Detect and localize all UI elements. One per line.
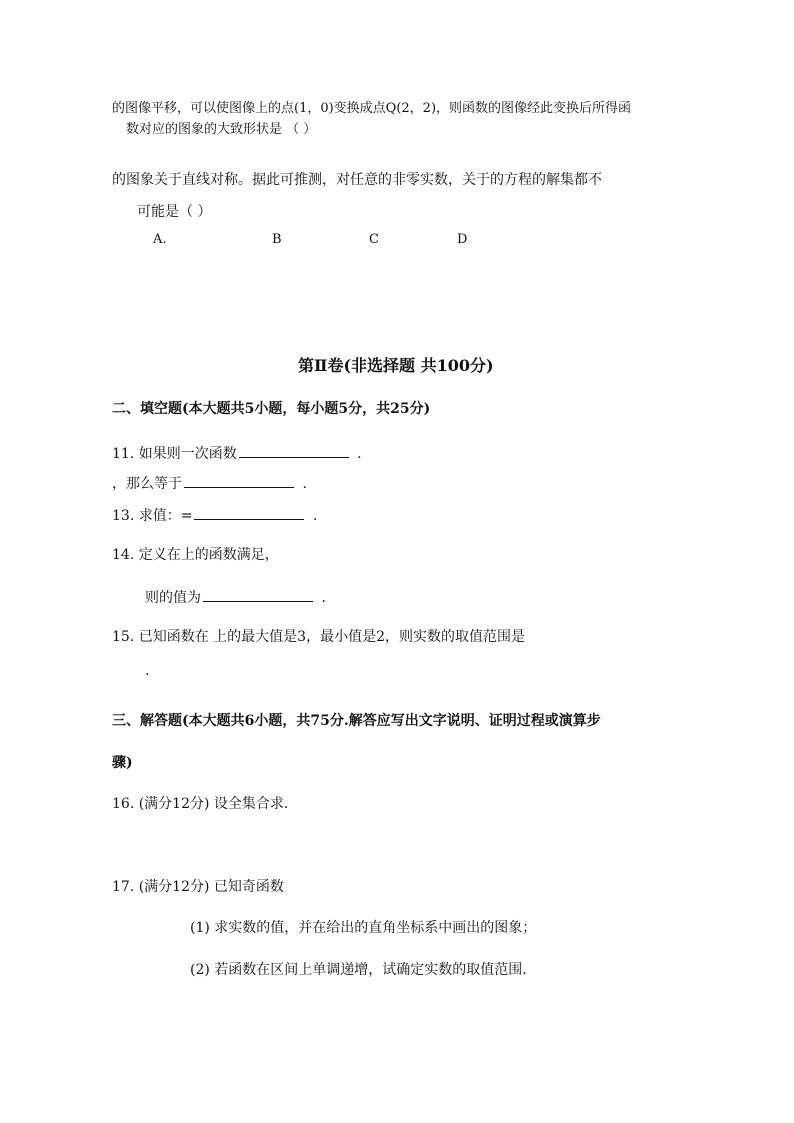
answer-blank-13[interactable]: [194, 505, 304, 520]
question-12: [112, 473, 307, 493]
question-prev-a-line2: 数对应的图象的大致形状是 （ ）: [126, 122, 317, 137]
question-14-text2: 则的值为: [145, 590, 201, 606]
question-13-tail: .: [312, 508, 318, 524]
option-c: C: [369, 232, 379, 247]
question-12-tail: .: [302, 476, 307, 492]
answer-blank-14[interactable]: [203, 587, 313, 602]
answer-blank-12[interactable]: [184, 473, 294, 488]
question-11-tail: .: [357, 446, 362, 462]
option-d: D: [457, 232, 468, 247]
section3-title-line1: 三、解答题(本大题共6小题，共75分.解答应写出文字说明、证明过程或演算步: [112, 713, 601, 729]
question-prev-b-line2: 可能是（ ）: [137, 204, 212, 220]
question-15-line1: 15. 已知函数在 上的最大值是3，最小值是2，则实数的取值范围是: [112, 629, 525, 645]
section3-title-line2: 骤): [112, 755, 133, 771]
question-11-text: 11. 如果则一次函数: [112, 446, 237, 462]
option-a: A.: [153, 232, 167, 247]
question-prev-a-line1: 的图像平移，可以使图像上的点(1，0)变换成点Q(2，2)，则函数的图像经此变换后所得函: [112, 101, 632, 116]
question-11: [112, 443, 362, 463]
question-15-tail: .: [145, 663, 150, 679]
question-14-line2: [145, 587, 326, 607]
question-16: 16. (满分12分) 设全集合求.: [112, 796, 289, 812]
question-14-tail: .: [321, 590, 326, 606]
question-17: 17. (满分12分) 已知奇函数: [112, 879, 284, 895]
option-b: B: [272, 232, 282, 247]
question-prev-b-line1: 的图象关于直线对称。据此可推测，对任意的非零实数，关于的方程的解集都不: [112, 172, 602, 188]
question-14-line1: 14. 定义在上的函数满足，: [112, 547, 279, 563]
question-13: [112, 505, 317, 525]
question-17-sub1: (1) 求实数的值，并在给出的直角坐标系中画出的图象；: [190, 920, 537, 936]
question-17-sub2: (2) 若函数在区间上单调递增，试确定实数的取值范围.: [190, 962, 527, 978]
part2-title: 第Ⅱ卷(非选择题 共100分): [298, 356, 494, 375]
answer-blank-11[interactable]: [239, 443, 349, 458]
section2-title: 二、填空题(本大题共5小题，每小题5分，共25分): [112, 401, 431, 417]
question-13-text: 13. 求值：=: [112, 508, 193, 524]
question-12-text: ，那么等于: [112, 476, 182, 492]
